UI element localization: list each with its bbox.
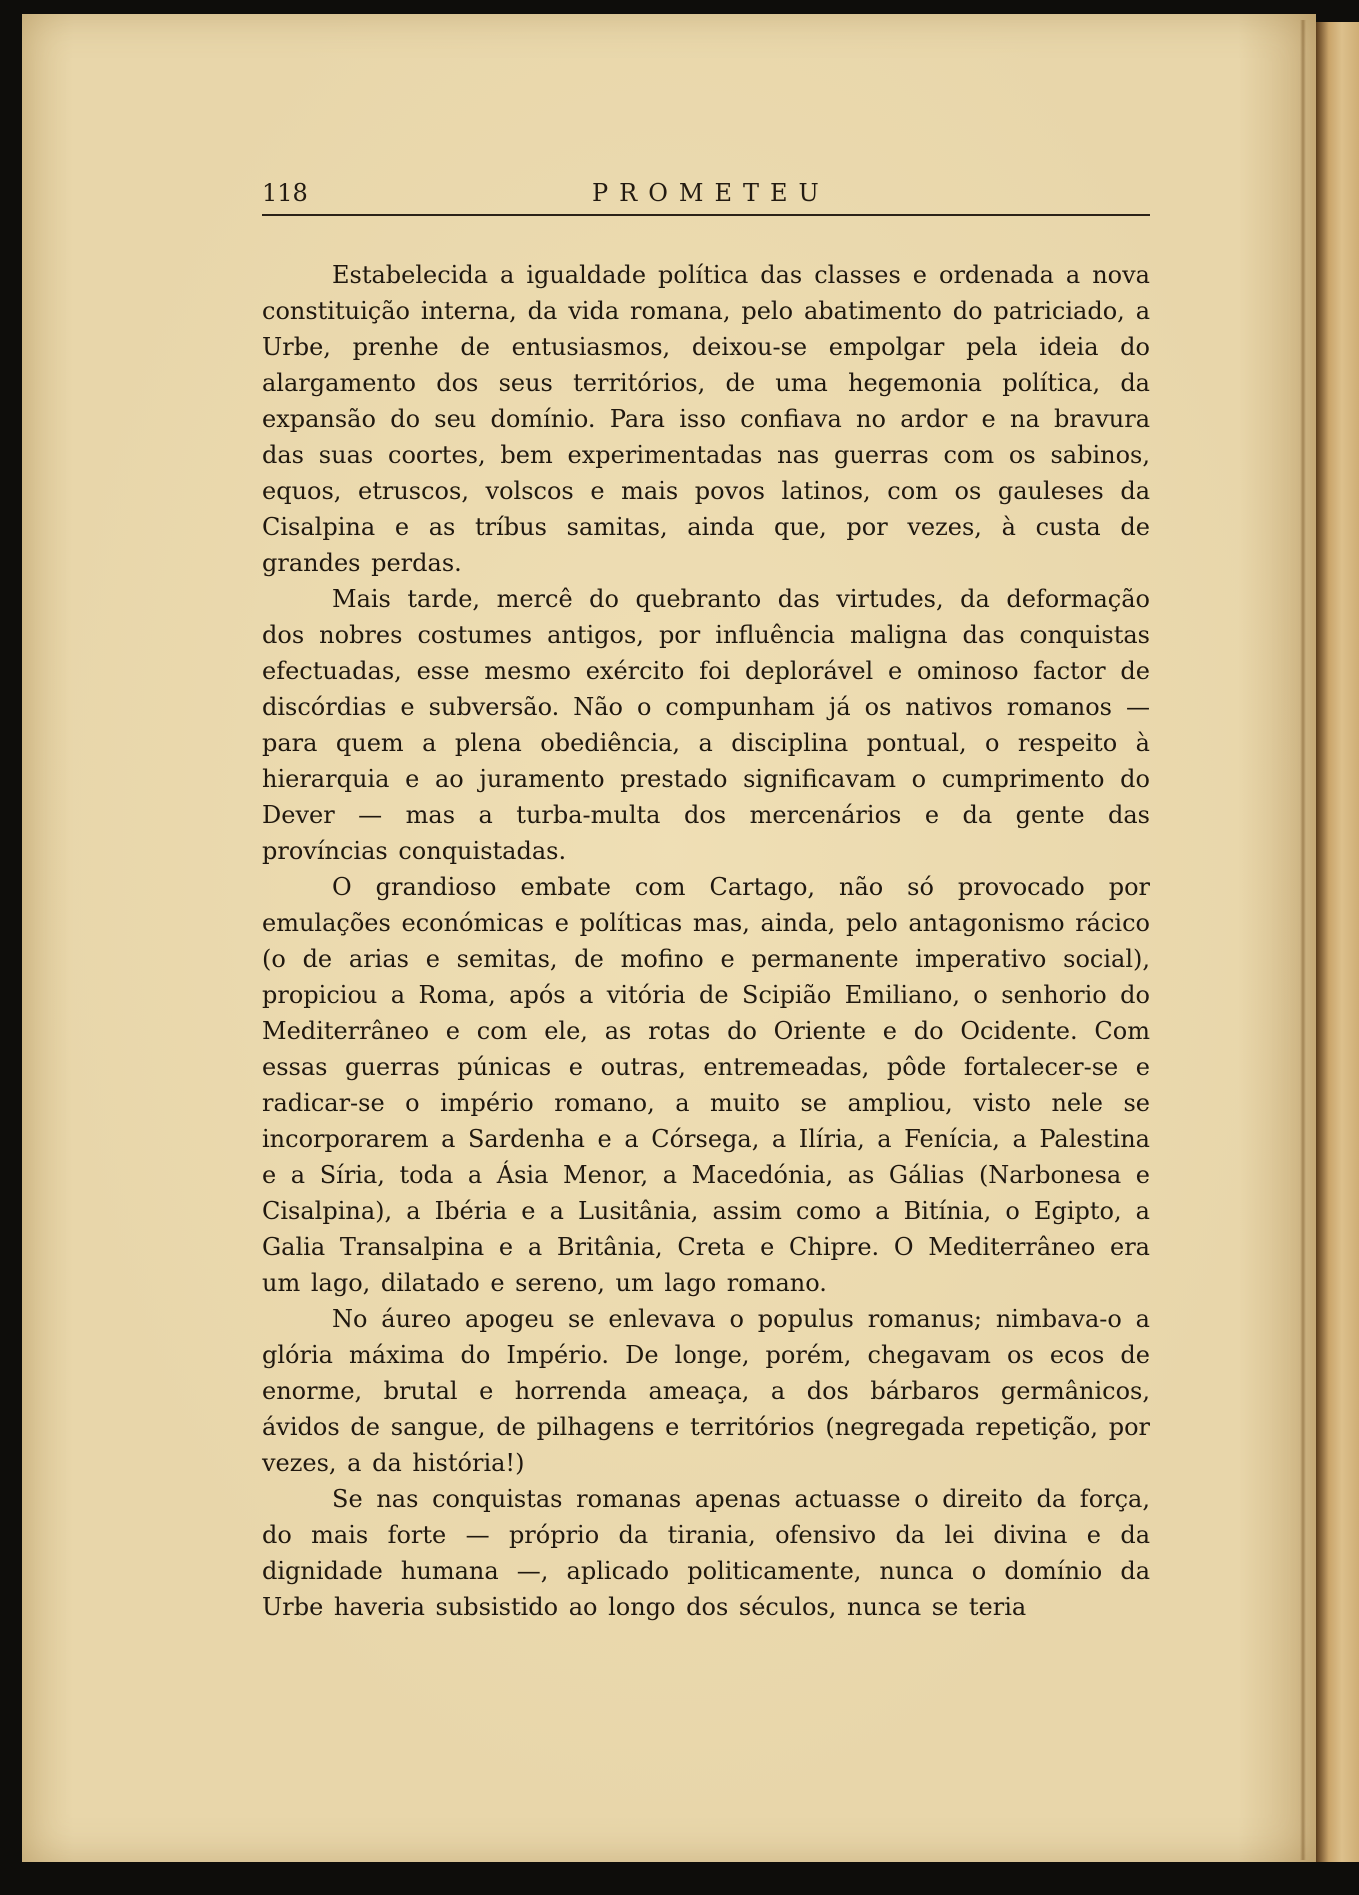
running-title: PROMETEU <box>592 179 830 207</box>
paragraph: Mais tarde, mercê do quebranto das virtudes, da deformação dos nobres costumes antigos, por influência maligna das conquistas efectuadas, esse mesmo exército foi deplorável e ominoso factor de discórdias e subversão. Não o compunham já os nativos romanos — para quem a plena obediência, a disciplina pontual, o respeito à hierarquia e ao juramento prestado significavam o cumprimento do Dever — mas a turba-multa dos mercenários e da gente das províncias conquistadas. <box>262 585 1150 865</box>
page-fold-shadow <box>1300 20 1306 1860</box>
paragraph: Se nas conquistas romanas apenas actuasse o direito da força, do mais forte — próprio da tirania, ofensivo da lei divina e da dignidade humana —, aplicado politicamente, nunca o domínio da Urbe haveria subsistido ao longo dos séculos, nunca se teria <box>262 1485 1150 1621</box>
page-number: 118 <box>262 179 308 207</box>
adjacent-page-edge <box>1316 22 1359 1862</box>
page-header <box>262 178 1150 216</box>
body-text <box>262 257 1150 1625</box>
scan-border <box>22 1862 1359 1895</box>
paragraph: No áureo apogeu se enlevava o populus romanus; nimbava-o a glória máxima do Império. De longe, porém, chegavam os ecos de enorme, brutal e horrenda ameaça, a dos bárbaros germânicos, ávidos de sangue, de pilhagens e territórios (negregada repetição, por vezes, a da história!) <box>262 1305 1150 1477</box>
paragraph: Estabelecida a igualdade política das classes e ordenada a nova constituição interna, da vida romana, pelo abatimento do patriciado, a Urbe, prenhe de entusiasmos, deixou-se empolgar pela ideia do alargamento dos seus territórios, de uma hegemonia política, da expansão do seu domínio. Para isso confiava no ardor e na bravura das suas coortes, bem experimentadas nas guerras com os sabinos, equos, etruscos, volscos e mais povos latinos, com os gauleses da Cisalpina e as tríbus samitas, ainda que, por vezes, à custa de grandes perdas. <box>262 261 1150 577</box>
paragraph: O grandioso embate com Cartago, não só provocado por emulações económicas e políticas mas, ainda, pelo antagonismo rácico (o de arias e semitas, de mofino e permanente imperativo social), propiciou a Roma, após a vitória de Scipião Emiliano, o senhorio do Mediterrâneo e com ele, as rotas do Oriente e do Ocidente. Com essas guerras púnicas e outras, entremeadas, pôde fortalecer-se e radicar-se o império romano, a muito se ampliou, visto nele se incorporarem a Sardenha e a Córsega, a Ilíria, a Fenícia, a Palestina e a Síria, toda a Ásia Menor, a Macedónia, as Gálias (Narbonesa e Cisalpina), a Ibéria e a Lusitânia, assim como a Bitínia, o Egipto, a Galia Transalpina e a Britânia, Creta e Chipre. O Mediterrâneo era um lago, dilatado e sereno, um lago romano. <box>262 873 1150 1297</box>
